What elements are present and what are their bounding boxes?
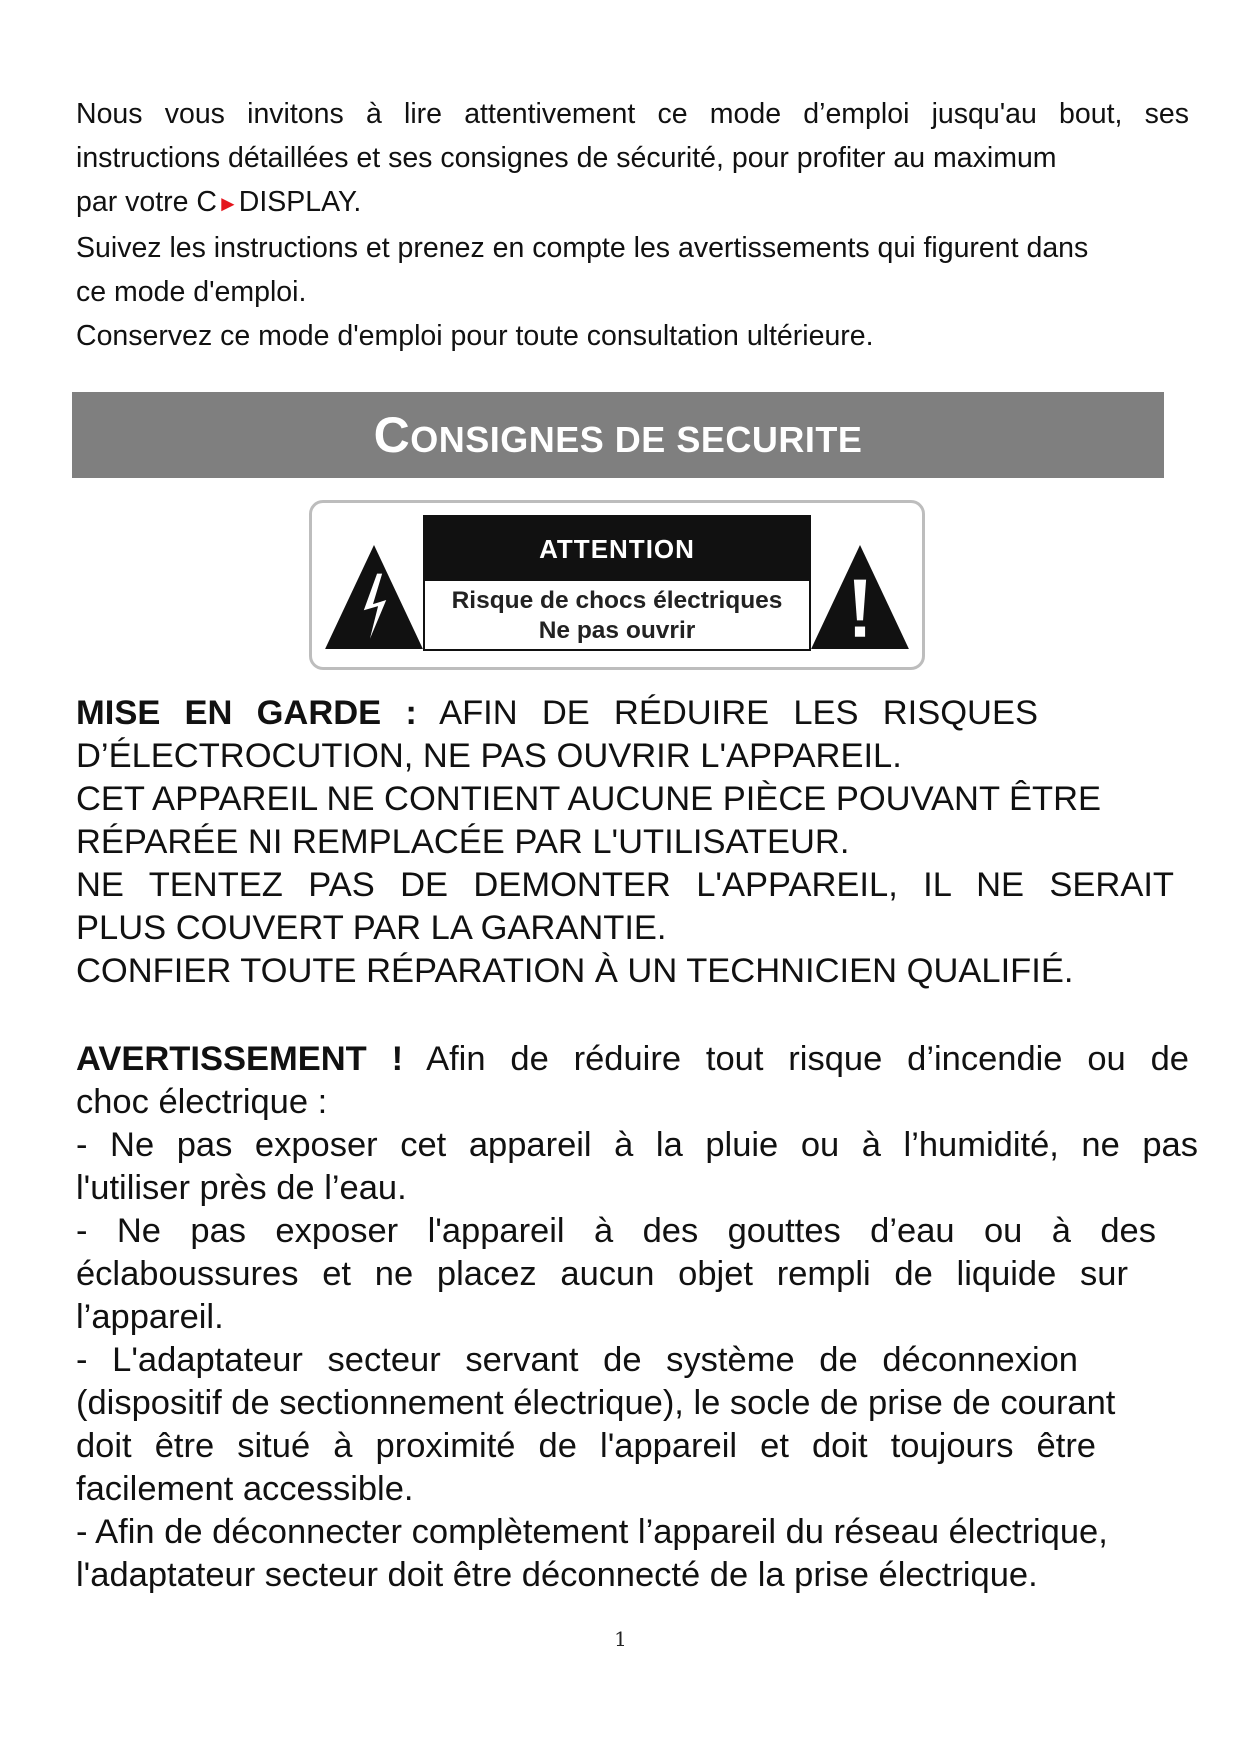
intro-line: Nous vous invitons à lire attentivement ce mode d’emploi jusqu'au bout, ses [76, 98, 1189, 130]
lightning-triangle-icon [323, 543, 425, 651]
mise-en-garde-label: MISE EN GARDE : [76, 694, 417, 732]
electric-shock-warning-label [309, 500, 925, 670]
section-heading [72, 392, 1164, 478]
text-line: l’appareil. [76, 1298, 224, 1336]
text-line [76, 1038, 1189, 1081]
attention-panel [423, 515, 811, 651]
avertissement-label: AVERTISSEMENT ! [76, 1040, 404, 1078]
intro-line: ce mode d'emploi. [76, 276, 307, 308]
avertissement-block [76, 1038, 1198, 1597]
intro-line: Conservez ce mode d'emploi pour toute consultation ultérieure. [76, 320, 874, 352]
text-line: doit être situé à proximité de l'appareil et doit toujours être [76, 1427, 1096, 1465]
text-line: CET APPAREIL NE CONTIENT AUCUNE PIÈCE POUVANT ÊTRE [76, 780, 1102, 818]
text-line: - Ne pas exposer l'appareil à des gouttes d’eau ou à des [76, 1212, 1156, 1250]
heading-text: ECURITE [700, 419, 863, 460]
text-line: éclaboussures et ne placez aucun objet rempli de liquide sur [76, 1255, 1128, 1293]
text-line: - L'adaptateur secteur servant de système de déconnexion [76, 1341, 1078, 1379]
text-line: l'utiliser près de l’eau. [76, 1169, 407, 1207]
text-line: CONFIER TOUTE RÉPARATION À UN TECHNICIEN QUALIFIÉ. [76, 952, 1074, 990]
intro-line [76, 180, 1189, 226]
heading-capital: C [373, 407, 411, 463]
text-line: RÉPARÉE NI REMPLACÉE PAR L'UTILISATEUR. [76, 823, 850, 861]
play-arrow-icon: ► [216, 191, 239, 216]
text-line: - Ne pas exposer cet appareil à la pluie ou à l’humidité, ne pas [76, 1126, 1198, 1164]
product-name: DISPLAY. [238, 186, 362, 218]
intro-line-start: par votre C [76, 186, 217, 218]
exclamation-triangle-icon [809, 543, 911, 651]
page-number: 1 [614, 1627, 627, 1651]
text-line: (dispositif de sectionnement électrique), le socle de prise de courant [76, 1384, 1116, 1422]
intro-line: Suivez les instructions et prenez en compte les avertissements qui figurent dans [76, 232, 1089, 264]
attention-header: ATTENTION [425, 517, 809, 581]
intro-line: instructions détaillées et ses consignes de sécurité, pour profiter au maximum [76, 142, 1057, 174]
text-segment: Afin de réduire tout risque d’incendie ou de [426, 1040, 1189, 1078]
text-line: D’ÉLECTROCUTION, NE PAS OUVRIR L'APPAREIL. [76, 737, 902, 775]
text-line: PLUS COUVERT PAR LA GARANTIE. [76, 909, 667, 947]
text-line [76, 692, 1038, 735]
heading-text: ONSIGNES DE [410, 419, 677, 460]
text-line: choc électrique : [76, 1083, 328, 1121]
intro-paragraph [76, 92, 1189, 358]
mise-en-garde-block [76, 692, 1198, 993]
text-line: - Afin de déconnecter complètement l’appareil du réseau électrique, [76, 1513, 1108, 1551]
attention-line: Risque de chocs électriques [451, 587, 783, 614]
text-line: facilement accessible. [76, 1470, 414, 1508]
heading-capital: S [676, 419, 701, 460]
attention-line: Ne pas ouvrir [538, 617, 696, 644]
text-segment: AFIN DE RÉDUIRE LES RISQUES [439, 694, 1038, 732]
text-line: l'adaptateur secteur doit être déconnecté de la prise électrique. [76, 1556, 1038, 1594]
text-line: NE TENTEZ PAS DE DEMONTER L'APPAREIL, IL NE SERAIT [76, 866, 1174, 904]
